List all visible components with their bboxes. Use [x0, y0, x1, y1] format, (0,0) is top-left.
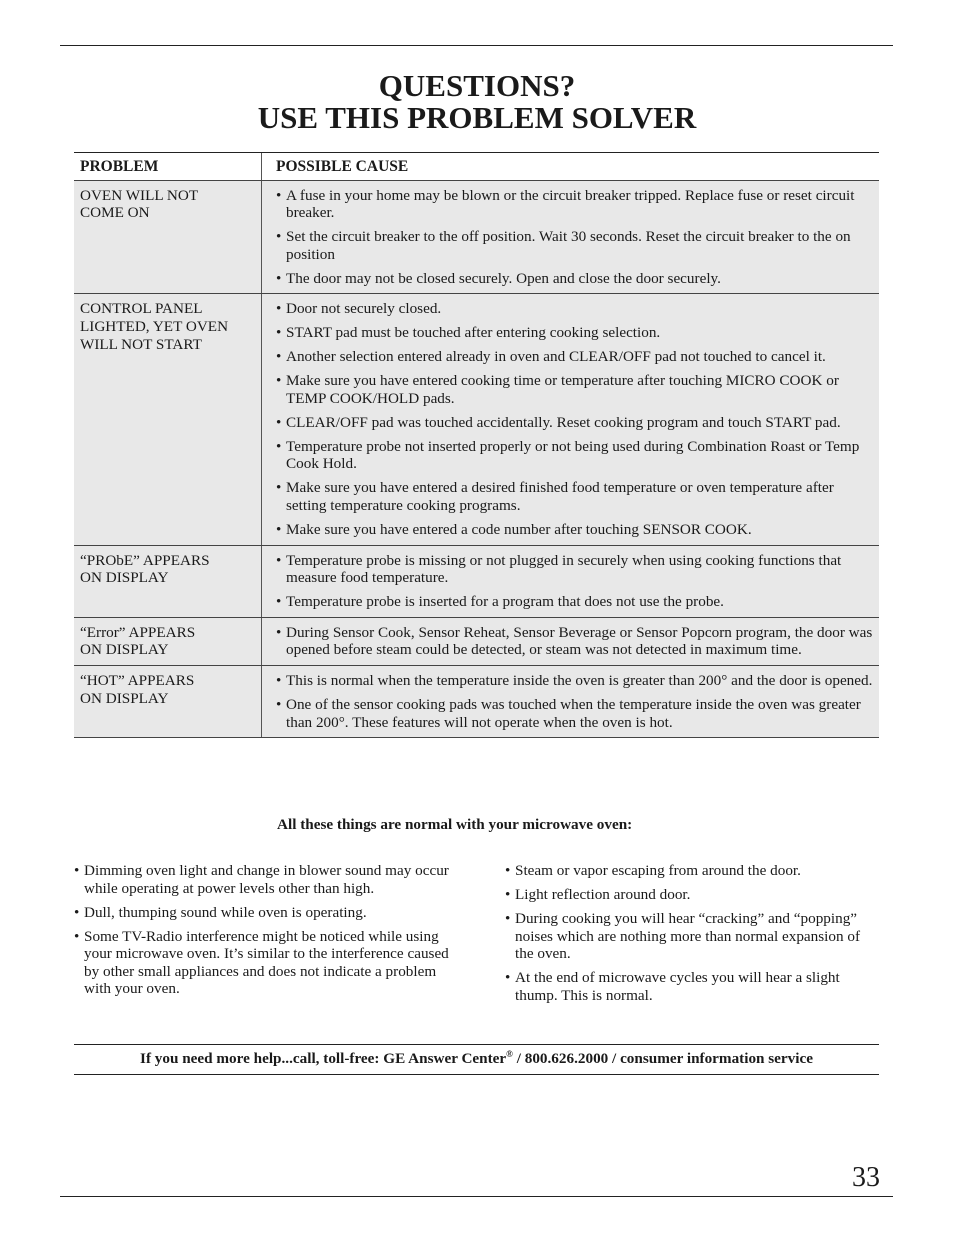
- table-row: [74, 545, 879, 617]
- cause-item: • Make sure you have entered a code number after touching SENSOR COOK.: [276, 521, 873, 539]
- list-item: • Dimming oven light and change in blower sound may occur while operating at power levels other than high.: [74, 862, 454, 897]
- cause-item: • Set the circuit breaker to the off position. Wait 30 seconds. Reset the circuit breaker to the on position: [276, 228, 873, 263]
- top-rule: [60, 45, 893, 46]
- cause-item: • CLEAR/OFF pad was touched accidentally. Reset cooking program and touch START pad.: [276, 414, 873, 432]
- column-header-problem: PROBLEM: [74, 153, 262, 181]
- possible-cause-cell: [262, 617, 880, 665]
- possible-cause-cell: [262, 180, 880, 294]
- cause-item: • Make sure you have entered cooking time or temperature after touching MICRO COOK or TEMP COOK/HOLD pads.: [276, 372, 873, 407]
- problem-label: CONTROL PANEL LIGHTED, YET OVEN WILL NOT START: [80, 300, 229, 353]
- cause-item: • The door may not be closed securely. Open and close the door securely.: [276, 270, 873, 288]
- cause-list: [276, 187, 873, 288]
- problem-cell: [74, 617, 262, 665]
- normal-things-left-list: [74, 862, 454, 998]
- cause-item: • Temperature probe is inserted for a program that does not use the probe.: [276, 593, 873, 611]
- page-title: [0, 70, 954, 134]
- list-item: • During cooking you will hear “cracking” and “popping” noises which are nothing more than normal expansion of the oven.: [505, 910, 875, 963]
- help-text: If you need more help...call, toll-free: GE Answer Center: [140, 1050, 507, 1067]
- table-row: [74, 617, 879, 665]
- problem-label: “PRObE” APPEARS ON DISPLAY: [80, 551, 210, 587]
- cause-list: [276, 624, 873, 659]
- possible-cause-cell: [262, 294, 880, 545]
- list-item: • Some TV-Radio interference might be noticed while using your microwave oven. It’s similar to the interference caused by other small appliances and does not indicate a problem with your oven.: [74, 928, 454, 998]
- list-item: • Dull, thumping sound while oven is operating.: [74, 904, 454, 922]
- help-phone-text: / 800.626.2000 / consumer information service: [512, 1050, 813, 1067]
- problem-cell: [74, 665, 262, 737]
- list-item: • Steam or vapor escaping from around the door.: [505, 862, 875, 880]
- problem-cell: [74, 180, 262, 294]
- table-row: [74, 180, 879, 294]
- cause-list: [276, 552, 873, 611]
- normal-things-right-column: [505, 862, 875, 1011]
- normal-things-heading: All these things are normal with your microwave oven:: [277, 816, 633, 833]
- possible-cause-cell: [262, 545, 880, 617]
- problem-cell: [74, 545, 262, 617]
- title-line-1: QUESTIONS?: [378, 68, 576, 103]
- problem-label: OVEN WILL NOT COME ON: [80, 186, 199, 222]
- title-line-2: USE THIS PROBLEM SOLVER: [257, 100, 697, 135]
- column-header-possible-cause: POSSIBLE CAUSE: [262, 153, 880, 181]
- cause-list: [276, 300, 873, 538]
- cause-item: • During Sensor Cook, Sensor Reheat, Sensor Beverage or Sensor Popcorn program, the door was opened before steam could be detected, or steam was not detected in maximum time.: [276, 624, 873, 659]
- bottom-rule: [60, 1196, 893, 1197]
- table-body: [74, 180, 879, 738]
- list-item: • At the end of microwave cycles you will hear a slight thump. This is normal.: [505, 969, 875, 1004]
- problem-label: “Error” APPEARS ON DISPLAY: [80, 623, 196, 659]
- table-row: [74, 294, 879, 545]
- cause-item: • One of the sensor cooking pads was touched when the temperature inside the oven was greater than 200°. These features will not operate when the oven is hot.: [276, 696, 873, 731]
- problem-cell: [74, 294, 262, 545]
- cause-item: • Temperature probe not inserted properly or not being used during Combination Roast or Temp Cook Hold.: [276, 438, 873, 473]
- cause-item: • Another selection entered already in oven and CLEAR/OFF pad not touched to cancel it.: [276, 348, 873, 366]
- problem-solver-table: [74, 152, 879, 738]
- cause-list: [276, 672, 873, 731]
- normal-things-left-column: [74, 862, 454, 1004]
- cause-item: • This is normal when the temperature inside the oven is greater than 200° and the door is opened.: [276, 672, 873, 690]
- problem-label: “HOT” APPEARS ON DISPLAY: [80, 671, 195, 707]
- page-number: 33: [852, 1162, 880, 1193]
- help-banner: [74, 1044, 879, 1075]
- cause-item: • A fuse in your home may be blown or the circuit breaker tripped. Replace fuse or reset circuit breaker.: [276, 187, 873, 222]
- cause-item: • Make sure you have entered a desired finished food temperature or oven temperature after setting temperature cooking programs.: [276, 479, 873, 514]
- table-header-row: [74, 153, 879, 181]
- table-row: [74, 665, 879, 737]
- list-item: • Light reflection around door.: [505, 886, 875, 904]
- registered-mark: ®: [506, 1048, 513, 1059]
- possible-cause-cell: [262, 665, 880, 737]
- cause-item: • START pad must be touched after entering cooking selection.: [276, 324, 873, 342]
- cause-item: • Door not securely closed.: [276, 300, 873, 318]
- normal-things-right-list: [505, 862, 875, 1004]
- cause-item: • Temperature probe is missing or not plugged in securely when using cooking functions that measure food temperature.: [276, 552, 873, 587]
